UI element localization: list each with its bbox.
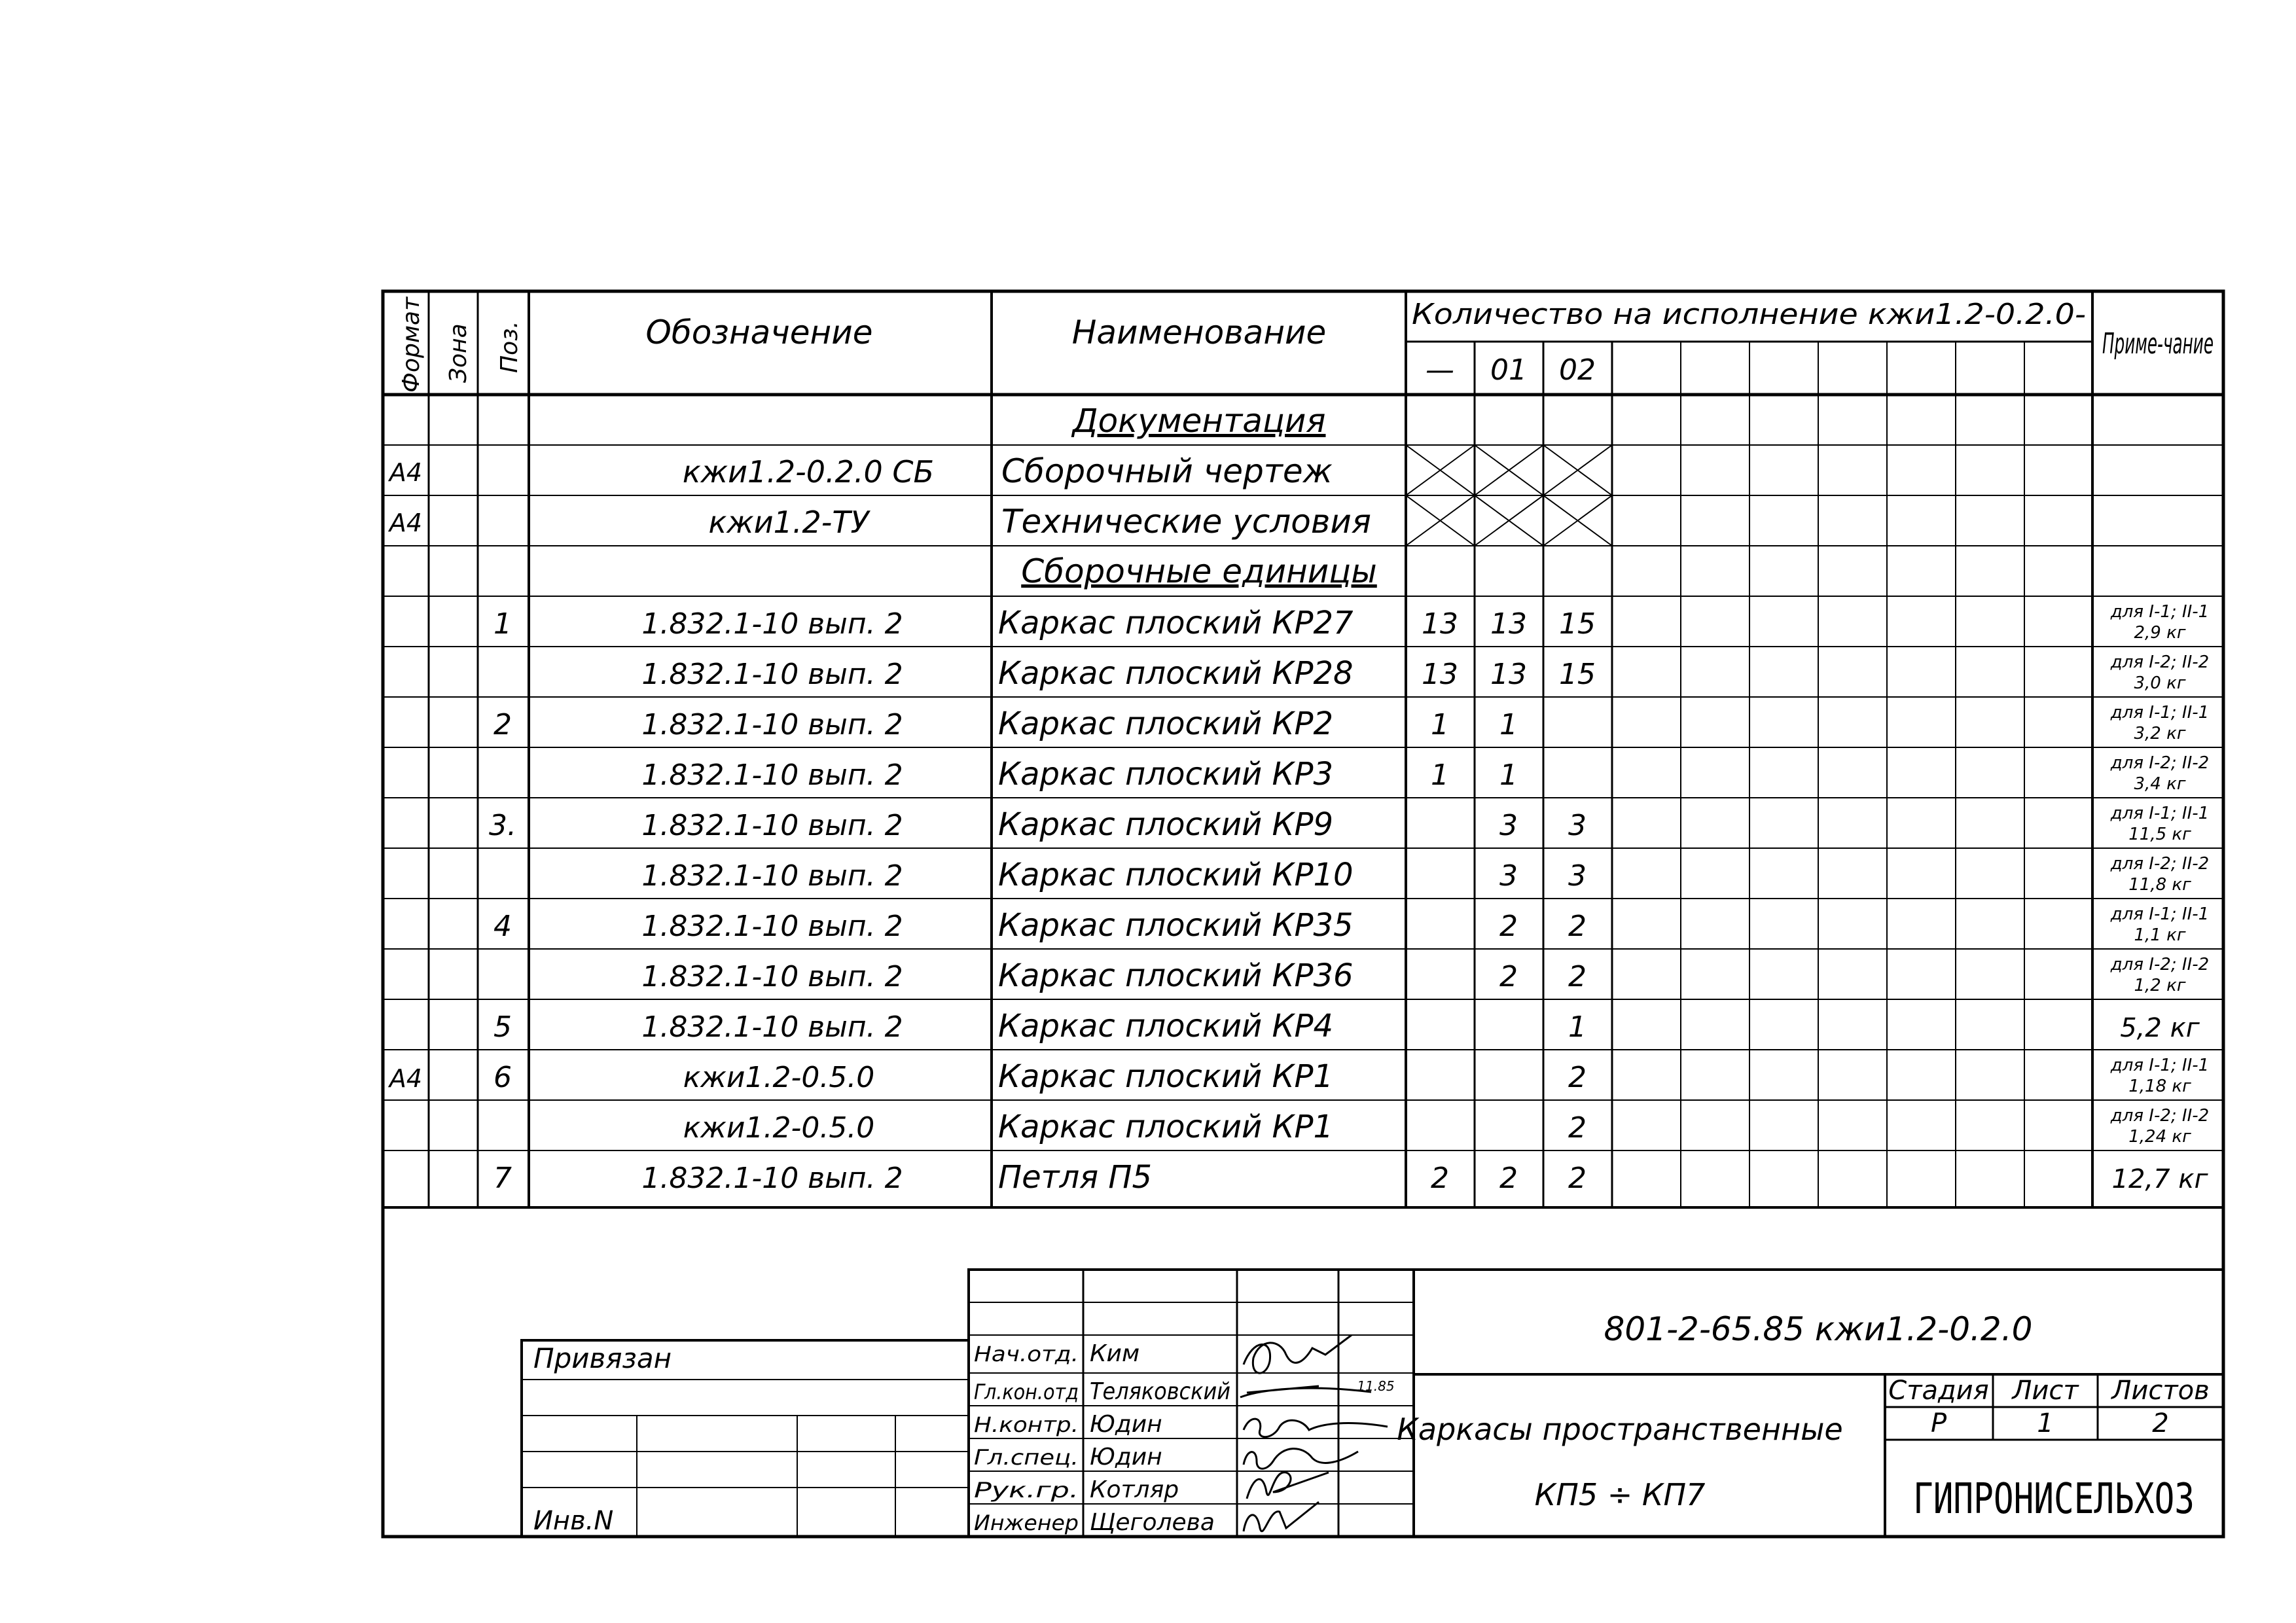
row-note: для I-2; II-2 1,24 кг [2110, 1106, 2210, 1147]
sheet-label: Лист [2012, 1376, 2079, 1406]
doc-name: Технические условия [1001, 503, 1371, 541]
stamp-title-line2: КП5 ÷ КП7 [1534, 1477, 1706, 1512]
header-qty-title: Количество на исполнение кжи1.2-0.2.0- [1412, 298, 2086, 331]
table-row [493, 1159, 2208, 1196]
signature-role: Н.контр. [974, 1412, 1079, 1437]
sheet-value: 1 [2037, 1408, 2054, 1438]
row-pos: 7 [493, 1162, 512, 1195]
sign-date: 11.85 [1357, 1378, 1395, 1394]
table-row [493, 602, 2209, 643]
header-pos: Поз. [496, 321, 523, 373]
row-qty-2: 2 [1568, 960, 1587, 993]
row-name: Каркас плоский КР9 [998, 806, 1334, 843]
row-name: Каркас плоский КР3 [998, 756, 1334, 793]
stage-value: Р [1930, 1408, 1947, 1438]
signature-name: Теляковский [1090, 1378, 1230, 1405]
section-assembly-units: Сборочные единицы [1021, 552, 1377, 590]
signature-row [974, 1411, 1162, 1438]
stamp-title-line1: Каркасы пространственные [1397, 1412, 1843, 1447]
signature-name: Щеголева [1090, 1509, 1215, 1536]
row-name: Петля П5 [998, 1159, 1153, 1196]
row-name: Каркас плоский КР1 [998, 1109, 1334, 1145]
row-pos: 2 [493, 708, 512, 741]
sheets-label: Листов [2111, 1376, 2210, 1406]
handwritten-signatures [1240, 1335, 1388, 1531]
privyazan-label: Привязан [533, 1342, 672, 1374]
title-block [522, 1270, 2223, 1537]
table-row [493, 904, 2209, 945]
row-designation: 1.832.1-10 вып. 2 [641, 809, 903, 842]
row-lines [383, 445, 2223, 1150]
row-qty-2: 2 [1568, 1061, 1587, 1094]
table-row [493, 1008, 2200, 1044]
row-pos: 1 [493, 607, 512, 641]
signature-role: Гл.спец. [974, 1445, 1079, 1470]
row-designation: 1.832.1-10 вып. 2 [641, 859, 903, 893]
row-qty-1: 1 [1499, 708, 1518, 741]
qty-col-1: 01 [1490, 353, 1527, 387]
row-name: Каркас плоский КР28 [998, 655, 1354, 692]
header-zone: Зона [445, 323, 472, 383]
row-designation: кжи1.2-0.5.0 [683, 1061, 875, 1094]
table-row [641, 854, 2209, 895]
row-name: Каркас плоский КР36 [998, 957, 1354, 994]
signature-row [974, 1340, 1139, 1367]
signature-role: Гл.кон.отд [974, 1380, 1079, 1404]
row-pos: 6 [493, 1061, 512, 1094]
row-pos: 3. [489, 809, 516, 842]
header-name: Наименование [1071, 313, 1327, 351]
signature-role: Нач.отд. [974, 1342, 1079, 1366]
doc-name: Сборочный чертеж [1001, 452, 1333, 490]
doc-format: А4 [389, 508, 423, 537]
row-name: Каркас плоский КР4 [998, 1008, 1334, 1044]
row-qty-2: 1 [1568, 1010, 1587, 1044]
signature-row [974, 1378, 1230, 1405]
row-qty-0: 13 [1422, 658, 1458, 691]
row-qty-0: 2 [1431, 1162, 1449, 1195]
row-note: для I-1; II-1 1,18 кг [2110, 1056, 2210, 1096]
row-designation: 1.832.1-10 вып. 2 [641, 658, 903, 691]
qty-col-2: 02 [1559, 353, 1596, 387]
row-qty-2: 2 [1568, 1111, 1587, 1145]
doc-designation: кжи1.2-ТУ [708, 505, 869, 540]
row-note: для I-1; II-1 11,5 кг [2110, 804, 2210, 844]
signature-name: Юдин [1090, 1411, 1162, 1438]
table-row [641, 753, 2209, 794]
signature-row [974, 1444, 1162, 1471]
signature-role: Рук.гр. [974, 1478, 1079, 1503]
stage-label: Стадия [1888, 1376, 1989, 1406]
sheets-value: 2 [2152, 1408, 2169, 1438]
section-documentation: Документация [1072, 402, 1326, 440]
row-note: 5,2 кг [2120, 1013, 2200, 1043]
row-note: для I-2; II-2 1,2 кг [2110, 955, 2210, 995]
row-designation: 1.832.1-10 вып. 2 [641, 758, 903, 792]
row-qty-0: 1 [1431, 758, 1449, 792]
row-name: Каркас плоский КР27 [998, 605, 1354, 641]
row-qty-2: 15 [1559, 658, 1596, 691]
table-row [387, 1056, 2209, 1096]
row-designation: 1.832.1-10 вып. 2 [641, 1162, 903, 1195]
row-designation: 1.832.1-10 вып. 2 [641, 960, 903, 993]
header-designation: Обозначение [645, 313, 873, 351]
signature-name: Юдин [1090, 1444, 1162, 1471]
signature-name: Ким [1090, 1340, 1140, 1367]
signature-row [974, 1476, 1179, 1503]
row-qty-1: 3 [1499, 809, 1518, 842]
row-note: для I-2; II-2 3,0 кг [2110, 652, 2210, 693]
header-note: Приме-чание [2102, 327, 2214, 361]
doc-row [387, 503, 1371, 541]
inv-label: Инв.N [533, 1506, 614, 1536]
row-name: Каркас плоский КР10 [998, 857, 1354, 893]
row-name: Каркас плоский КР2 [998, 705, 1334, 742]
row-pos: 5 [493, 1010, 512, 1044]
signature-name: Котляр [1090, 1476, 1179, 1503]
doc-format: А4 [389, 458, 423, 487]
table-row [641, 652, 2209, 693]
row-qty-2: 3 [1568, 859, 1587, 893]
row-designation: 1.832.1-10 вып. 2 [641, 1010, 903, 1044]
row-format: А4 [389, 1064, 423, 1093]
row-note: для I-1; II-1 2,9 кг [2110, 602, 2210, 643]
signature-role: Инженер [974, 1510, 1079, 1535]
row-note: для I-1; II-1 3,2 кг [2110, 703, 2210, 743]
row-qty-2: 3 [1568, 809, 1587, 842]
row-designation: 1.832.1-10 вып. 2 [641, 910, 903, 943]
doc-designation: кжи1.2-0.2.0 СБ [682, 454, 935, 490]
row-qty-1: 1 [1499, 758, 1518, 792]
row-qty-1: 2 [1499, 960, 1518, 993]
row-designation: 1.832.1-10 вып. 2 [641, 607, 903, 641]
row-qty-2: 15 [1559, 607, 1596, 641]
row-note: 12,7 кг [2111, 1164, 2208, 1194]
table-row [683, 1106, 2210, 1147]
row-designation: 1.832.1-10 вып. 2 [641, 708, 903, 741]
row-name: Каркас плоский КР1 [998, 1058, 1334, 1095]
row-qty-1: 2 [1499, 1162, 1518, 1195]
row-qty-1: 2 [1499, 910, 1518, 943]
row-note: для I-2; II-2 11,8 кг [2110, 854, 2210, 895]
row-designation: кжи1.2-0.5.0 [683, 1111, 875, 1145]
table-row [641, 955, 2209, 995]
row-qty-2: 2 [1568, 910, 1587, 943]
org-name: ГИПРОНИСЕЛЬХОЗ [1913, 1475, 2195, 1524]
row-name: Каркас плоский КР35 [998, 907, 1354, 944]
table-row [493, 703, 2209, 743]
row-qty-1: 13 [1490, 607, 1527, 641]
doc-code: 801-2-65.85 кжи1.2-0.2.0 [1604, 1310, 2033, 1348]
row-pos: 4 [493, 910, 512, 943]
header-format: Формат [398, 296, 425, 393]
signature-row [974, 1509, 1215, 1536]
row-qty-2: 2 [1568, 1162, 1587, 1195]
row-note: для I-1; II-1 1,1 кг [2110, 904, 2210, 945]
row-note: для I-2; II-2 3,4 кг [2110, 753, 2210, 794]
row-qty-1: 13 [1490, 658, 1527, 691]
row-qty-0: 13 [1422, 607, 1458, 641]
qty-col-0: — [1426, 353, 1454, 387]
row-qty-0: 1 [1431, 708, 1449, 741]
row-qty-1: 3 [1499, 859, 1518, 893]
table-row [489, 804, 2209, 844]
